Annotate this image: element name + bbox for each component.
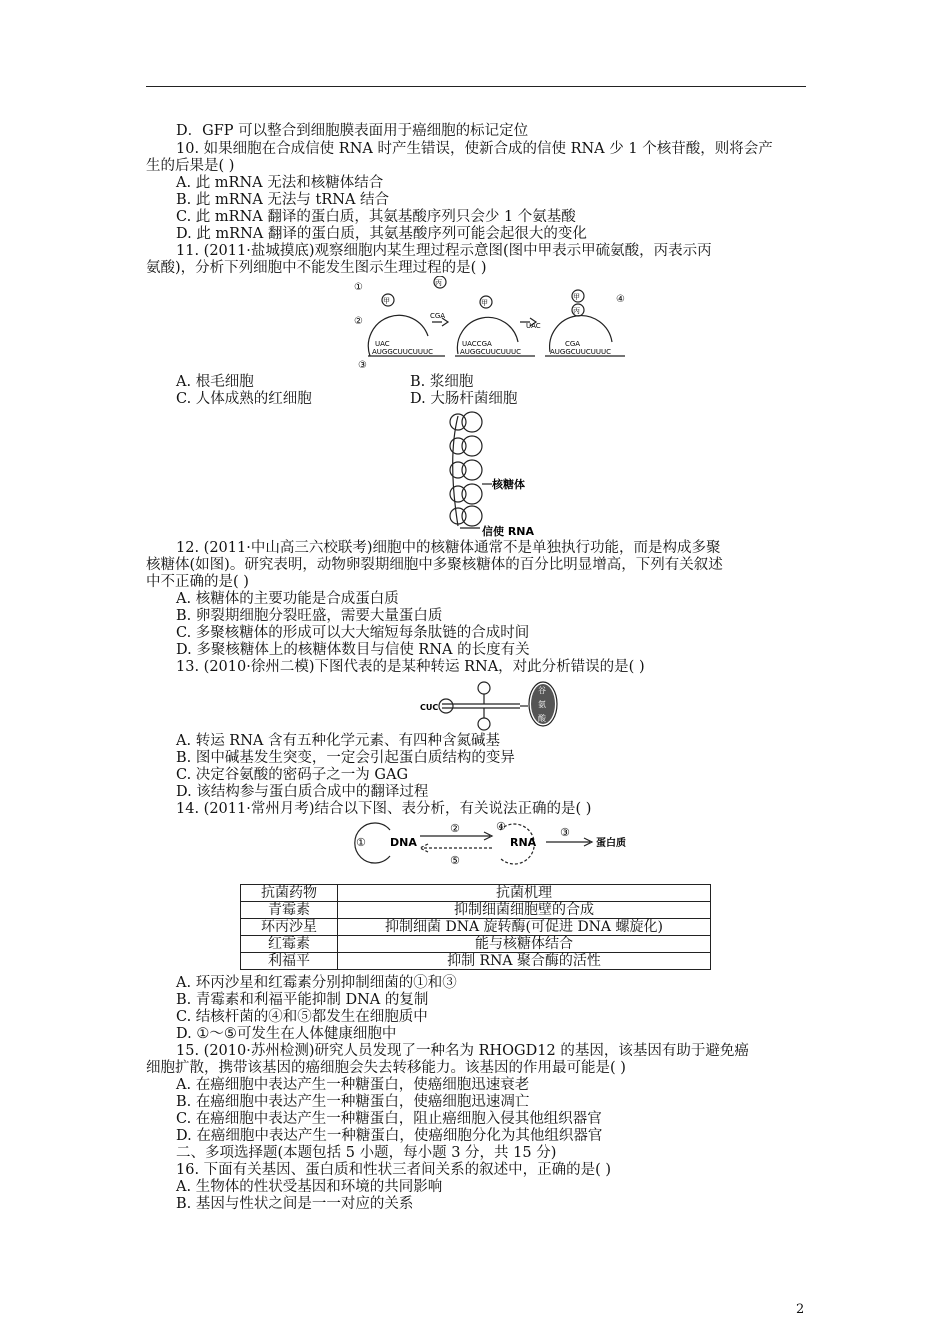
- q11-option-b: B. 浆细胞: [410, 374, 474, 390]
- q12-option-b: B. 卵裂期细胞分裂旺盛，需要大量蛋白质: [176, 608, 443, 624]
- fig11-amino-jia-2: 甲: [481, 299, 488, 307]
- fig11-codon-uac: UAC: [375, 340, 390, 348]
- fig14-n1: ①: [356, 836, 366, 849]
- q13-option-a: A. 转运 RNA 含有五种化学元素、有四种含氮碱基: [176, 733, 500, 749]
- q15-stem-cont: 细胞扩散，携带该基因的癌细胞会失去转移能力。该基因的作用最可能是( ): [146, 1060, 626, 1076]
- q12-option-a: A. 核糖体的主要功能是合成蛋白质: [176, 591, 399, 607]
- q14-stem: 14. (2011·常州月考)结合以下图、表分析，有关说法正确的是( ): [176, 801, 592, 817]
- fig11-mrna-3: AUGGCUUCUUUC: [550, 348, 612, 356]
- central-dogma-diagram: [350, 818, 640, 870]
- fig11-amino-jia-3: 甲: [573, 293, 580, 301]
- q11-stem-cont: 氨酸)，分析下列细胞中不能发生图示生理过程的是( ): [146, 260, 487, 276]
- table-row: [241, 919, 711, 936]
- q10-stem-cont: 生的后果是( ): [146, 158, 235, 174]
- header-rule: [146, 86, 806, 87]
- q10-option-d: D. 此 mRNA 翻译的蛋白质，其氨基酸序列可能会起很大的变化: [176, 226, 587, 242]
- fig14-rna: RNA: [510, 836, 537, 849]
- page-number: 2: [796, 1302, 805, 1317]
- fig11-amino-bing-3: 丙: [573, 307, 580, 315]
- q11-option-c: C. 人体成熟的红细胞: [176, 391, 312, 407]
- fig12-label-mrna: 信使 RNA: [482, 525, 535, 538]
- table-cell-mechanism: 能与核糖体结合: [338, 936, 711, 953]
- fig14-n3: ③: [560, 826, 570, 839]
- table-header-mechanism: 抗菌机理: [338, 885, 711, 902]
- q14-option-a: A. 环丙沙星和红霉素分别抑制细菌的①和③: [176, 975, 457, 991]
- q16-stem: 16. 下面有关基因、蛋白质和性状三者间关系的叙述中，正确的是( ): [176, 1162, 612, 1178]
- table-header-drug: 抗菌药物: [241, 885, 338, 902]
- fig14-n4: ④: [496, 820, 506, 833]
- fig14-n5: ⑤: [450, 854, 460, 867]
- q11-stem: 11. (2011·盐城摸底)观察细胞内某生理过程示意图(图中甲表示甲硫氨酸，丙表示丙: [176, 243, 712, 259]
- q12-stem-cont-2: 中不正确的是( ): [146, 574, 249, 590]
- q16-option-a: A. 生物体的性状受基因和环境的共同影响: [176, 1179, 443, 1195]
- q16-option-b: B. 基因与性状之间是一一对应的关系: [176, 1196, 414, 1212]
- table-row: [241, 936, 711, 953]
- table-cell-drug: 利福平: [241, 953, 338, 970]
- q11-option-d: D. 大肠杆菌细胞: [410, 391, 518, 407]
- q13-option-d: D. 该结构参与蛋白质合成中的翻译过程: [176, 784, 429, 800]
- fig11-mark-4: ④: [616, 294, 625, 305]
- fig11-codon-uaccga: UACCGA: [462, 340, 492, 348]
- table-cell-drug: 环丙沙星: [241, 919, 338, 936]
- fig11-codon-cga: CGA: [430, 312, 446, 320]
- q15-option-a: A. 在癌细胞中表达产生一种糖蛋白，使癌细胞迅速衰老: [176, 1077, 530, 1093]
- q14-option-b: B. 青霉素和利福平能抑制 DNA 的复制: [176, 992, 429, 1008]
- q10-option-c: C. 此 mRNA 翻译的蛋白质，其氨基酸序列只会少 1 个氨基酸: [176, 209, 576, 225]
- q10-option-a: A. 此 mRNA 无法和核糖体结合: [176, 175, 384, 191]
- q13-option-b: B. 图中碱基发生突变，一定会引起蛋白质结构的变异: [176, 750, 515, 766]
- trna-diagram: [420, 676, 560, 732]
- fig11-mrna-1: AUGGCUUCUUUC: [372, 348, 434, 356]
- q14-option-d: D. ①～⑤可发生在人体健康细胞中: [176, 1026, 397, 1042]
- table-row: [241, 902, 711, 919]
- fig14-dna: DNA: [390, 836, 417, 849]
- q9-option-d: D．GFP 可以整合到细胞膜表面用于癌细胞的标记定位: [176, 123, 529, 139]
- q15-stem: 15. (2010·苏州检测)研究人员发现了一种名为 RHOGD12 的基因，该基因有助于避免癌: [176, 1043, 749, 1059]
- fig12-label-ribosome: 核糖体: [492, 478, 525, 491]
- q12-option-d: D. 多聚核糖体上的核糖体数目与信使 RNA 的长度有关: [176, 642, 530, 658]
- q12-stem-cont: 核糖体(如图)。研究表明，动物卵裂期细胞中多聚核糖体的百分比明显增高，下列有关叙述: [146, 557, 723, 573]
- fig13-amino-1: 谷: [538, 686, 546, 695]
- table-cell-mechanism: 抑制 RNA 聚合酶的活性: [338, 953, 711, 970]
- q11-option-a: A. 根毛细胞: [176, 374, 254, 390]
- q12-option-c: C. 多聚核糖体的形成可以大大缩短每条肽链的合成时间: [176, 625, 530, 641]
- fig11-amino-bing: 丙: [435, 279, 442, 287]
- q10-stem: 10. 如果细胞在合成信使 RNA 时产生错误，使新合成的信使 RNA 少 1 个核苷酸，则将会产: [176, 141, 773, 157]
- fig13-amino-2: 氨: [538, 700, 546, 709]
- q14-option-c: C. 结核杆菌的④和⑤都发生在细胞质中: [176, 1009, 428, 1025]
- fig11-codon-uac-2: UAC: [526, 322, 541, 330]
- fig11-mark-1: ①: [354, 282, 363, 293]
- polyribosome-diagram: [440, 408, 570, 538]
- fig11-codon-cga-2: CGA: [565, 340, 581, 348]
- q15-option-c: C. 在癌细胞中表达产生一种糖蛋白，阻止癌细胞入侵其他组织器官: [176, 1111, 602, 1127]
- fig14-n2: ②: [450, 822, 460, 835]
- translation-diagram: [350, 276, 640, 372]
- section-heading-multi-choice: 二、多项选择题(本题包括 5 小题，每小题 3 分，共 15 分): [176, 1145, 557, 1161]
- fig13-amino-3: 酸: [538, 714, 546, 723]
- q15-option-b: B. 在癌细胞中表达产生一种糖蛋白，使癌细胞迅速凋亡: [176, 1094, 530, 1110]
- fig13-anticodon: CUC: [420, 703, 439, 712]
- antibacterial-table: [240, 884, 711, 970]
- fig11-mark-2: ②: [354, 316, 363, 327]
- q10-option-b: B. 此 mRNA 无法与 tRNA 结合: [176, 192, 390, 208]
- q12-stem: 12. (2011·中山高三六校联考)细胞中的核糖体通常不是单独执行功能，而是构成多聚: [176, 540, 721, 556]
- table-cell-mechanism: 抑制细菌细胞壁的合成: [338, 902, 711, 919]
- fig11-mrna-2: AUGGCUUCUUUC: [460, 348, 522, 356]
- q13-option-c: C. 决定谷氨酸的密码子之一为 GAG: [176, 767, 409, 783]
- table-cell-drug: 红霉素: [241, 936, 338, 953]
- table-header-row: [241, 885, 711, 902]
- q13-stem: 13. (2010·徐州二模)下图代表的是某种转运 RNA，对此分析错误的是( ): [176, 659, 645, 675]
- fig14-protein: 蛋白质: [596, 838, 626, 849]
- table-cell-drug: 青霉素: [241, 902, 338, 919]
- table-row: [241, 953, 711, 970]
- q15-option-d: D. 在癌细胞中表达产生一种糖蛋白，使癌细胞分化为其他组织器官: [176, 1128, 603, 1144]
- table-cell-mechanism: 抑制细菌 DNA 旋转酶(可促进 DNA 螺旋化): [338, 919, 711, 936]
- fig11-mark-3: ③: [358, 360, 367, 371]
- fig11-amino-jia: 甲: [383, 297, 390, 305]
